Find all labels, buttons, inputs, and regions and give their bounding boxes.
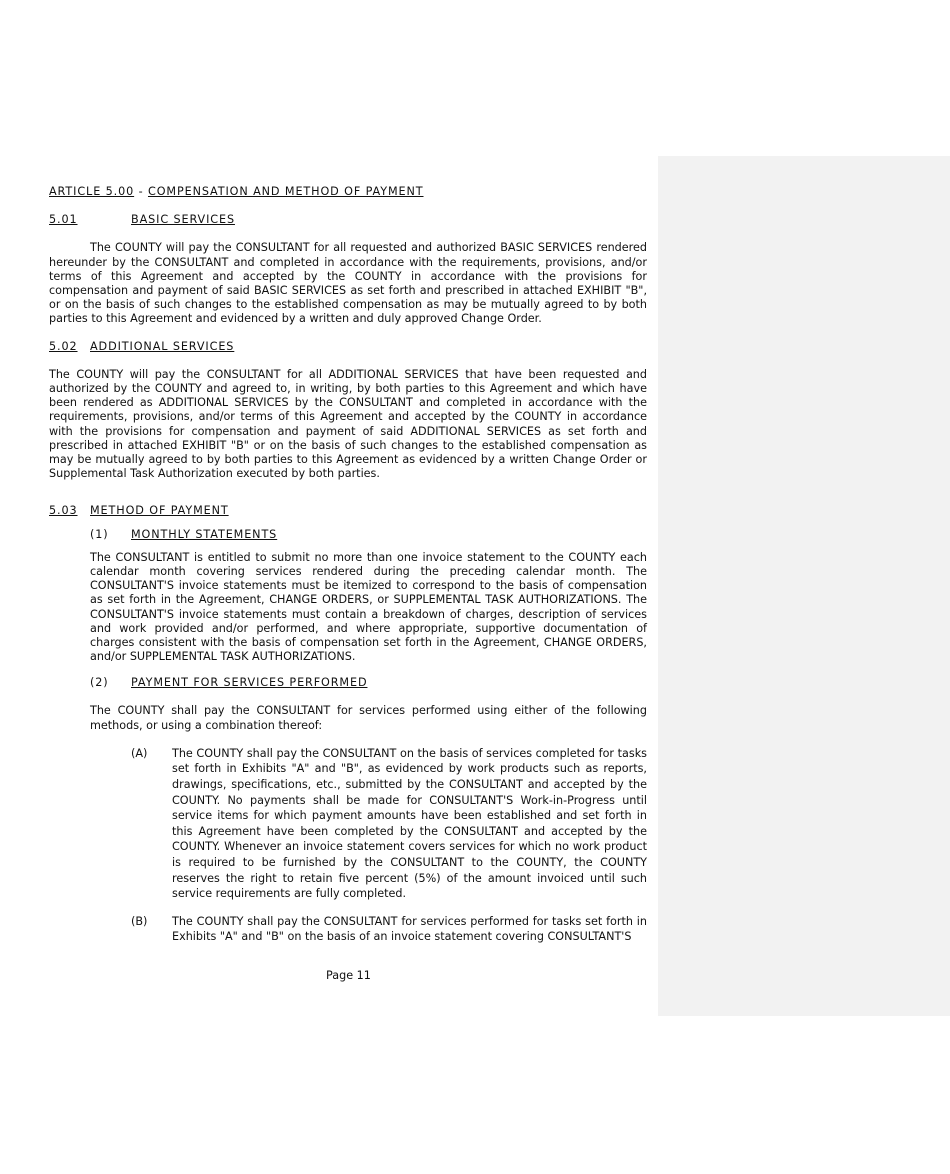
page-number: Page 11 — [326, 969, 371, 982]
article-separator: - — [134, 185, 148, 198]
subsection-1-title: MONTHLY STATEMENTS — [131, 527, 278, 541]
section-501-number: 5.01 — [49, 213, 78, 227]
subsection-2-body: The COUNTY shall pay the CONSULTANT for services performed using either of the following methods, or using a combination thereof: — [90, 703, 647, 733]
section-501-heading — [49, 213, 647, 227]
section-502-heading — [49, 340, 647, 354]
subsection-2-heading — [90, 676, 647, 690]
comment-pane — [658, 156, 950, 1016]
item-b-text: The COUNTY shall pay the CONSULTANT for services performed for tasks set forth in Exhibits "A" and "B" on the basis of an invoice statement covering CONSULTANT'S — [172, 914, 647, 944]
item-a-text: The COUNTY shall pay the CONSULTANT on the basis of services completed for tasks set forth in Exhibits "A" and "B", as evidenced by work products such as reports, drawings, specifications, etc., submitted by the CONSULTANT and accepted by the COUNTY. No payments shall be made for CONSULTANT'S Work-in-Progress until service items for which payment amounts have been established and set forth in this Agreement have been completed by the CONSULTANT and accepted by the COUNTY. Whenever an invoice statement covers services for which no work product is required to be furnished by the CONSULTANT to the COUNTY, the COUNTY reserves the right to retain five percent (5%) of the amount invoiced until such service requirements are fully completed. — [172, 746, 647, 901]
article-title: COMPENSATION AND METHOD OF PAYMENT — [147, 185, 424, 198]
section-503-title: METHOD OF PAYMENT — [90, 504, 229, 518]
subsection-1-body: The CONSULTANT is entitled to submit no more than one invoice statement to the COUNTY each calendar month covering services rendered during the preceding calendar month. The CONSULTANT'S invoice statements must be itemized to correspond to the basis of compensation as set forth in the Agreement, CHANGE ORDERS, or SUPPLEMENTAL TASK AUTHORIZATIONS. The CONSULTANT'S invoice statements must contain a breakdown of charges, description of services and work provided and/or performed, and where appropriate, supportive documentation of charges consistent with the basis of compensation set forth in the Agreement, CHANGE ORDERS, and/or SUPPLEMENTAL TASK AUTHORIZATIONS. — [90, 550, 647, 664]
article-heading — [49, 185, 647, 199]
subsection-1-number: (1) — [90, 527, 109, 541]
document-body — [49, 185, 647, 945]
item-a — [131, 746, 647, 902]
subsection-2-number: (2) — [90, 676, 109, 690]
subsection-1-heading — [90, 528, 647, 542]
item-a-label: (A) — [131, 746, 148, 760]
subsection-2-title: PAYMENT FOR SERVICES PERFORMED — [131, 676, 368, 690]
section-501-body: The COUNTY will pay the CONSULTANT for all requested and authorized BASIC SERVICES rendered hereunder by the CONSULTANT and completed in accordance with the requirements, provisions, and/or terms of this Agreement and accepted by the COUNTY in accordance with the provisions for compensation and payment of said BASIC SERVICES as set forth and prescribed in attached EXHIBIT "B", or on the basis of such changes to the established compensation as may be mutually agreed to by both parties to this Agreement and evidenced by a written and duly approved Change Order. — [49, 241, 647, 326]
article-label: ARTICLE 5.00 — [49, 185, 135, 198]
section-501-title: BASIC SERVICES — [131, 213, 235, 227]
section-502-title: ADDITIONAL SERVICES — [90, 339, 235, 353]
section-502-number: 5.02 — [49, 339, 78, 353]
section-503-number: 5.03 — [49, 504, 78, 518]
item-b-label: (B) — [131, 914, 148, 928]
section-502-body: The COUNTY will pay the CONSULTANT for all ADDITIONAL SERVICES that have been requested and authorized by the COUNTY and agreed to, in writing, by both parties to this Agreement and which have been rendered as ADDITIONAL SERVICES by the CONSULTANT and completed in accordance with the requirements, provisions, and/or terms of this Agreement and accepted by the COUNTY in accordance with the provisions for compensation and payment of said ADDITIONAL SERVICES as set forth and prescribed in attached EXHIBIT "B" or on the basis of such changes to the established compensation as may be mutually agreed to by both parties to this Agreement as evidenced by a written Change Order or Supplemental Task Authorization executed by both parties. — [49, 367, 647, 481]
section-503-heading — [49, 504, 647, 518]
item-b — [131, 914, 647, 945]
